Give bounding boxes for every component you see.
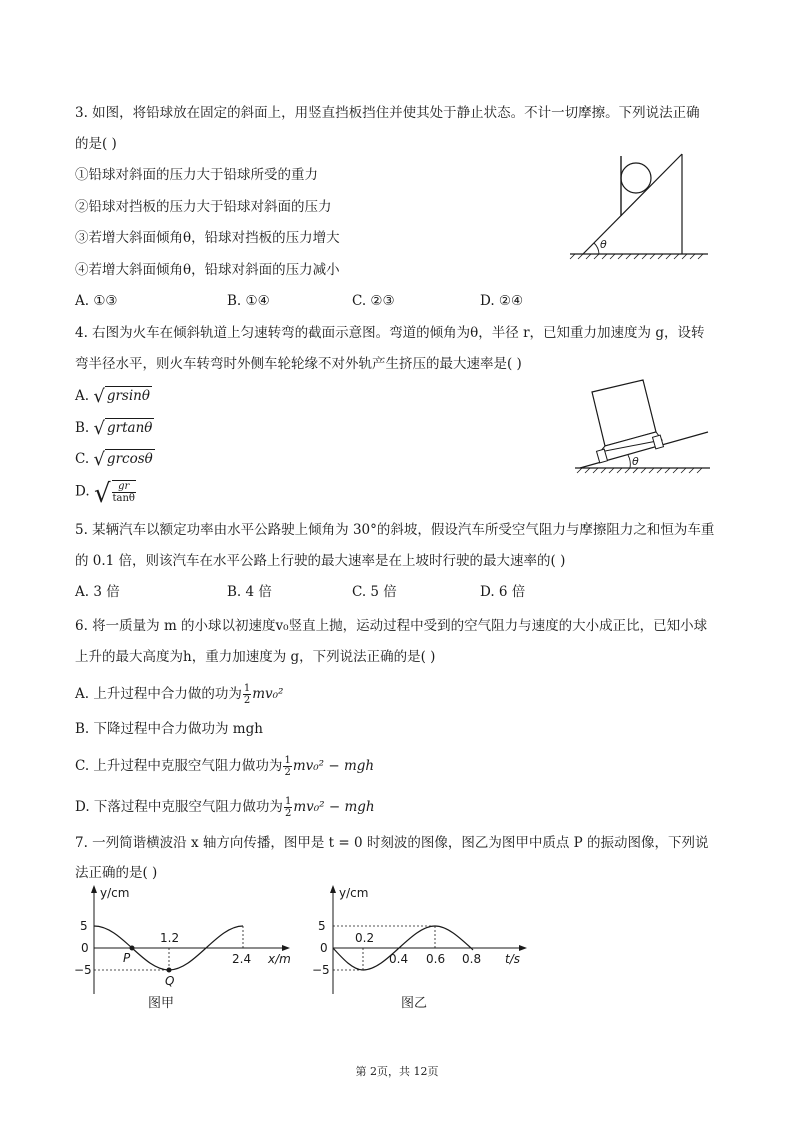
q4-stem-line1: 4. 右图为火车在倾斜轨道上匀速转弯的截面示意图。弯道的倾角为θ，半径 r，已知重力加速度为 g，设转 bbox=[75, 325, 705, 341]
q6-option-d-text: D. 下落过程中克服空气阻力做功为 bbox=[75, 799, 283, 815]
q7-fig-b-ylabel: y/cm bbox=[339, 886, 369, 900]
q3-statement-2: ②铅球对挡板的压力大于铅球对斜面的压力 bbox=[75, 199, 332, 215]
q3-stem-line2: 的是( ) bbox=[75, 136, 117, 152]
q3-statement-1: ①铅球对斜面的压力大于铅球所受的重力 bbox=[75, 167, 318, 183]
q3-theta-label: θ bbox=[600, 238, 607, 251]
q7-wave-graph bbox=[74, 882, 308, 1022]
q7-stem-line1: 7. 一列简谐横波沿 x 轴方向传播，图甲是 t = 0 时刻波的图像，图乙为图甲中质点 P 的振动图像，下列说 bbox=[75, 835, 709, 851]
q7-fig-a-y-zero: 0 bbox=[81, 941, 89, 955]
q4-option-d-label: D. bbox=[75, 483, 90, 500]
q7-fig-a-y-neg: −5 bbox=[74, 963, 92, 977]
q6-option-d bbox=[75, 796, 375, 819]
q7-fig-a-caption: 图甲 bbox=[148, 996, 175, 1011]
q3-option-d: D. ②④ bbox=[480, 293, 524, 309]
q6-option-c bbox=[75, 755, 374, 778]
q6-option-c-text: C. 上升过程中克服空气阻力做功为 bbox=[75, 758, 283, 774]
q7-fig-a-x-2: 2.4 bbox=[232, 952, 252, 966]
q4-option-b-expr: grtanθ bbox=[107, 420, 153, 436]
q4-option-d bbox=[75, 478, 137, 509]
q6-option-b: B. 下降过程中合力做功为 mgh bbox=[75, 721, 263, 737]
q5-option-a: A. 3 倍 bbox=[75, 584, 120, 600]
q6-option-a-expr: mv₀² bbox=[252, 686, 284, 702]
sqrt-icon: √ bbox=[93, 418, 105, 439]
q6-stem-line1: 6. 将一质量为 m 的小球以初速度v₀竖直上抛，运动过程中受到的空气阻力与速度的大小成正比，已知小球 bbox=[75, 618, 708, 634]
q6-stem-line2: 上升的最大高度为h，重力加速度为 g，下列说法正确的是( ) bbox=[75, 649, 436, 665]
q3-statement-3: ③若增大斜面倾角θ，铅球对挡板的压力增大 bbox=[75, 230, 340, 246]
q7-fig-b-xlabel: t/s bbox=[505, 952, 520, 966]
half-denominator: 2 bbox=[284, 808, 292, 819]
q6-option-a bbox=[75, 683, 283, 706]
q7-fig-a-y-pos: 5 bbox=[80, 919, 88, 933]
q4-option-c-label: C. bbox=[75, 451, 90, 467]
q4-option-d-numerator: gr bbox=[112, 481, 136, 493]
q4-theta-label: θ bbox=[632, 455, 639, 468]
q5-option-d: D. 6 倍 bbox=[480, 584, 526, 600]
q7-fig-b-t-1: 0.2 bbox=[355, 931, 375, 945]
page-footer: 第 2页，共 12页 bbox=[355, 1065, 439, 1078]
q6-option-c-expr: mv₀² − mgh bbox=[292, 758, 375, 774]
q7-fig-b-y-pos: 5 bbox=[318, 919, 326, 933]
half-numerator: 1 bbox=[243, 683, 251, 694]
q7-point-q-label: Q bbox=[165, 974, 175, 988]
q4-option-a-label: A. bbox=[75, 388, 90, 404]
q7-fig-b-t-3: 0.6 bbox=[426, 952, 446, 966]
q4-option-a bbox=[75, 386, 152, 406]
q4-option-c bbox=[75, 449, 155, 469]
q5-stem-line1: 5. 某辆汽车以额定功率由水平公路驶上倾角为 30°的斜坡，假设汽车所受空气阻力与摩擦阻力之和恒为车重 bbox=[75, 522, 715, 538]
q7-fig-b-y-zero: 0 bbox=[320, 941, 328, 955]
q3-option-a: A. ①③ bbox=[75, 293, 118, 309]
q5-stem-line2: 的 0.1 倍，则该汽车在水平公路上行驶的最大速率是在上坡时行驶的最大速率的( ) bbox=[75, 553, 566, 569]
half-denominator: 2 bbox=[284, 767, 291, 778]
q4-train-figure bbox=[570, 380, 715, 475]
q7-fig-b-caption: 图乙 bbox=[401, 996, 428, 1011]
q7-fig-a-x-1: 1.2 bbox=[160, 931, 180, 945]
q4-option-b bbox=[75, 418, 154, 438]
q6-option-d-expr: mv₀² − mgh bbox=[293, 799, 375, 815]
sqrt-icon: √ bbox=[93, 449, 105, 470]
q7-point-p-label: P bbox=[123, 951, 131, 965]
q3-option-c: C. ②③ bbox=[352, 293, 395, 309]
q3-incline-figure bbox=[565, 148, 715, 263]
q3-statement-4: ④若增大斜面倾角θ，铅球对斜面的压力减小 bbox=[75, 262, 340, 278]
q3-stem-line1: 3. 如图，将铅球放在固定的斜面上，用竖直挡板挡住并使其处于静止状态。不计一切摩擦。下列说法正确 bbox=[75, 105, 700, 121]
q7-stem-line2: 法正确的是( ) bbox=[75, 865, 158, 881]
q7-fig-a-xlabel: x/m bbox=[268, 952, 291, 966]
q7-fig-a-ylabel: y/cm bbox=[100, 886, 130, 900]
q3-option-b: B. ①④ bbox=[227, 293, 270, 309]
sqrt-icon: √ bbox=[93, 386, 105, 407]
q7-fig-b-t-2: 0.4 bbox=[389, 952, 409, 966]
q4-option-b-label: B. bbox=[75, 420, 90, 436]
q4-option-a-expr: grsinθ bbox=[106, 388, 150, 404]
half-numerator: 1 bbox=[284, 755, 291, 766]
q4-stem-line2: 弯半径水平，则火车转弯时外侧车轮轮缘不对外轨产生挤压的最大速率是( ) bbox=[75, 356, 522, 372]
q6-option-a-text: A. 上升过程中合力做的功为 bbox=[75, 686, 242, 702]
q4-option-d-denominator: tanθ bbox=[112, 493, 135, 504]
q5-option-b: B. 4 倍 bbox=[227, 584, 272, 600]
sqrt-icon: √ bbox=[93, 478, 111, 509]
q7-fig-b-y-neg: −5 bbox=[312, 963, 330, 977]
q7-fig-b-t-4: 0.8 bbox=[462, 952, 482, 966]
q4-option-c-expr: grcosθ bbox=[106, 451, 153, 467]
q5-option-c: C. 5 倍 bbox=[352, 584, 397, 600]
half-numerator: 1 bbox=[284, 796, 292, 807]
half-denominator: 2 bbox=[243, 695, 251, 706]
q7-vibration-graph bbox=[305, 882, 545, 1022]
